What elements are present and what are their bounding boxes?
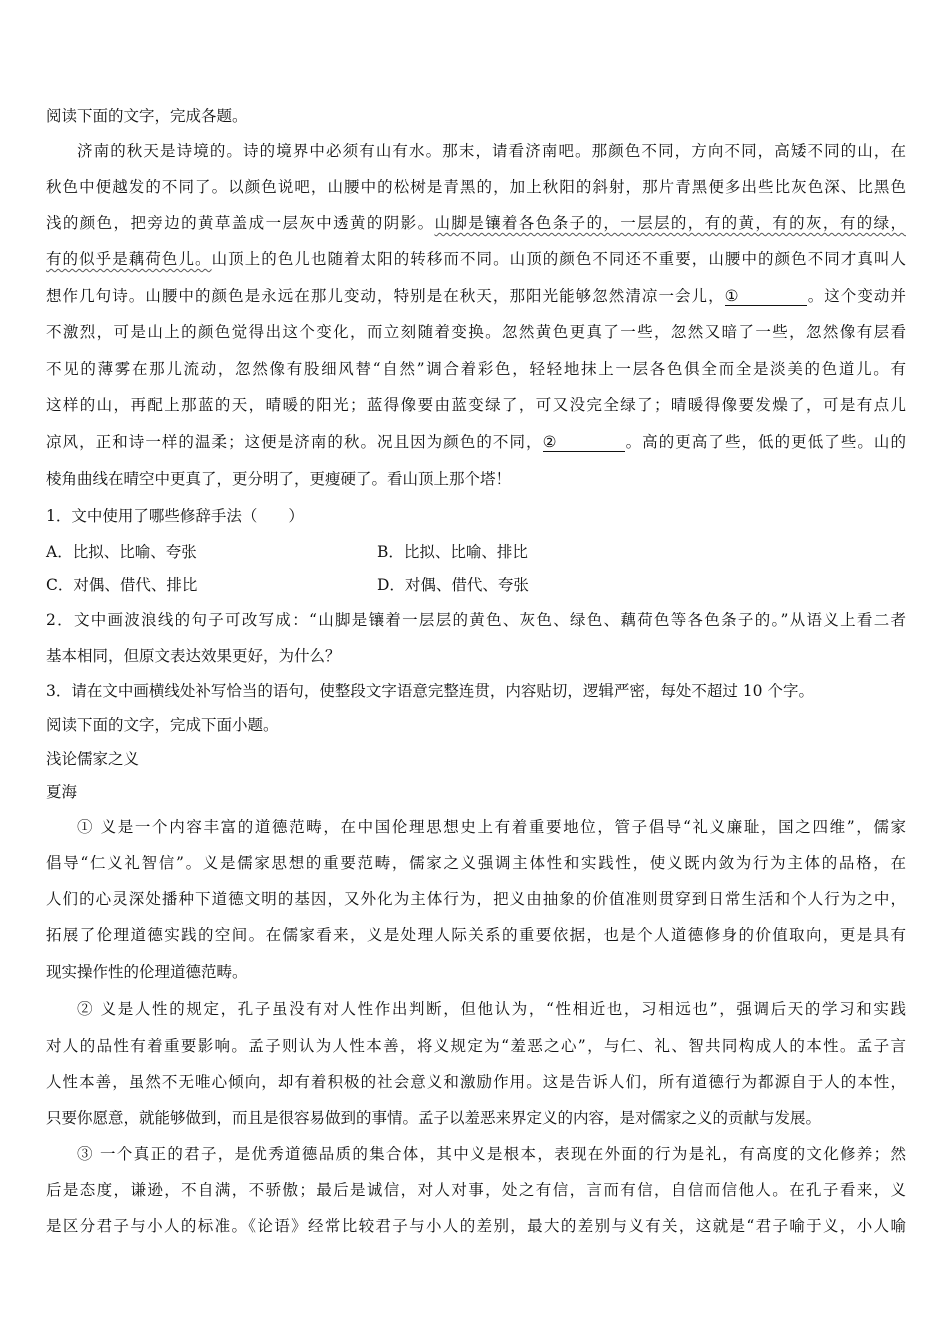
passage-line: 不激烈，可是山上的颜色觉得出这个变化，而立刻随着变换。忽然黄色更真了一些，忽然又暗了一些，忽然像有层看: [46, 323, 906, 341]
paragraph-line: 是区分君子与小人的标准。《论语》经常比较君子与小人的差别，最大的差别与义有关，这就是“君子喻于义，小人喻: [46, 1217, 906, 1235]
paragraph-line: 后是态度，谦逊，不自满，不骄傲；最后是诚信，对人对事，处之有信，言而有信，自信而信他人。在孔子看来，义: [46, 1181, 906, 1199]
article-title: 浅论儒家之义: [46, 750, 140, 768]
passage-line: [46, 211, 906, 233]
passage-line: 济南的秋天是诗境的。诗的境界中必须有山有水。那末，请看济南吧。那颜色不同，方向不同，高矮不同的山，在: [77, 142, 906, 160]
passage-text: 想作几句诗。山腰中的颜色是永远在那儿变动，特别是在秋天，那阳光能够忽然清凉一会儿，: [46, 287, 725, 305]
passage-line: 这样的山，再配上那蓝的天，晴暖的阳光；蓝得像要由蓝变绿了，可又没完全绿了；晴暖得像要发燥了，可是有点儿: [46, 396, 906, 414]
section2-instruction: 阅读下面的文字，完成下面小题。: [46, 716, 279, 734]
paragraph-line: ① 义是一个内容丰富的道德范畴，在中国伦理思想史上有着重要地位，管子倡导“礼义廉耻，国之四维”，儒家: [77, 818, 906, 836]
option-d: D．对偶、借代、夸张: [377, 576, 529, 594]
paragraph-line: 拓展了伦理道德实践的空间。在儒家看来，义是处理人际关系的重要依据，也是个人道德修身的价值取向，更是具有: [46, 926, 906, 944]
passage-line: [46, 247, 906, 269]
passage-line: 秋色中便越发的不同了。以颜色说吧，山腰中的松树是青黑的，加上秋阳的斜射，那片青黑便多出些比灰色深、比黑色: [46, 178, 906, 196]
wavy-underlined-sentence: 有的似乎是藕荷色儿。: [46, 250, 212, 268]
wavy-underlined-sentence: 山脚是镶着各色条子的，一层层的，有的黄，有的灰，有的绿，: [434, 214, 906, 232]
paragraph-line: 现实操作性的伦理道德范畴。: [46, 963, 248, 981]
passage-text: 。高的更高了些，低的更低了些。山的: [624, 433, 906, 451]
question-1-stem: 1．文中使用了哪些修辞手法（ ）: [46, 507, 304, 525]
question-3: 3．请在文中画横线处补写恰当的语句，使整段文字语意完整连贯，内容贴切，逻辑严密，每处不超过 10 个字。: [46, 682, 814, 700]
paragraph-line: 对人的品性有着重要影响。孟子则认为人性本善，将义规定为“羞恶之心”，与仁、礼、智共同构成人的本性。孟子言: [46, 1037, 906, 1055]
option-a: A．比拟、比喻、夸张: [46, 543, 197, 561]
passage-line: 棱角曲线在晴空中更真了，更分明了，更瘦硬了。看山顶上那个塔！: [46, 470, 512, 488]
passage-text: 浅的颜色，把旁边的黄草盖成一层灰中透黄的阴影。: [46, 214, 435, 232]
paragraph-line: 人们的心灵深处播种下道德文明的基因，又外化为主体行为，把义由抽象的价值准则贯穿到日常生活和个人行为之中，: [46, 890, 906, 908]
passage-line: [46, 430, 906, 452]
fill-blank-1: ①: [725, 288, 807, 306]
option-c: C．对偶、借代、排比: [46, 576, 198, 594]
passage-text: 山顶上的色儿也随着太阳的转移而不同。山顶的颜色不同还不重要，山腰中的颜色不同才真叫人: [211, 250, 906, 268]
paragraph-line: 只要你愿意，就能够做到，而且是很容易做到的事情。孟子以羞恶来界定义的内容，是对儒家之义的贡献与发展。: [46, 1109, 822, 1127]
passage-text: 。这个变动并: [806, 287, 906, 305]
question-2-line: 2．文中画波浪线的句子可改写成：“山脚是镶着一层层的黄色、灰色、绿色、藕荷色等各色条子的。”从语义上看二者: [46, 611, 906, 629]
passage-text: 凉风，正和诗一样的温柔；这便是济南的秋。况且因为颜色的不同，: [46, 433, 543, 451]
passage-line: [46, 284, 906, 306]
option-b: B．比拟、比喻、排比: [377, 543, 528, 561]
passage-line: 不见的薄雾在那儿流动，忽然像有股细风替“自然”调合着彩色，轻轻地抹上一层各色俱全而全是淡美的色道儿。有: [46, 360, 906, 378]
section1-instruction: 阅读下面的文字，完成各题。: [46, 107, 248, 125]
paragraph-line: ③ 一个真正的君子，是优秀道德品质的集合体，其中义是根本，表现在外面的行为是礼，有高度的文化修养；然: [77, 1145, 906, 1163]
fill-blank-2: ②: [543, 434, 625, 452]
paragraph-line: 人性本善，虽然不无唯心倾向，却有着积极的社会意义和激励作用。这是告诉人们，所有道德行为都源自于人的本性，: [46, 1073, 906, 1091]
question-2-line: 基本相同，但原文表达效果更好，为什么？: [46, 647, 341, 665]
paragraph-line: 倡导“仁义礼智信”。义是儒家思想的重要范畴，儒家之义强调主体性和实践性，使义既内敛为行为主体的品格，在: [46, 854, 906, 872]
paragraph-line: ② 义是人性的规定，孔子虽没有对人性作出判断，但他认为，“性相近也，习相远也”，强调后天的学习和实践: [77, 1000, 906, 1018]
article-author: 夏海: [46, 783, 78, 801]
